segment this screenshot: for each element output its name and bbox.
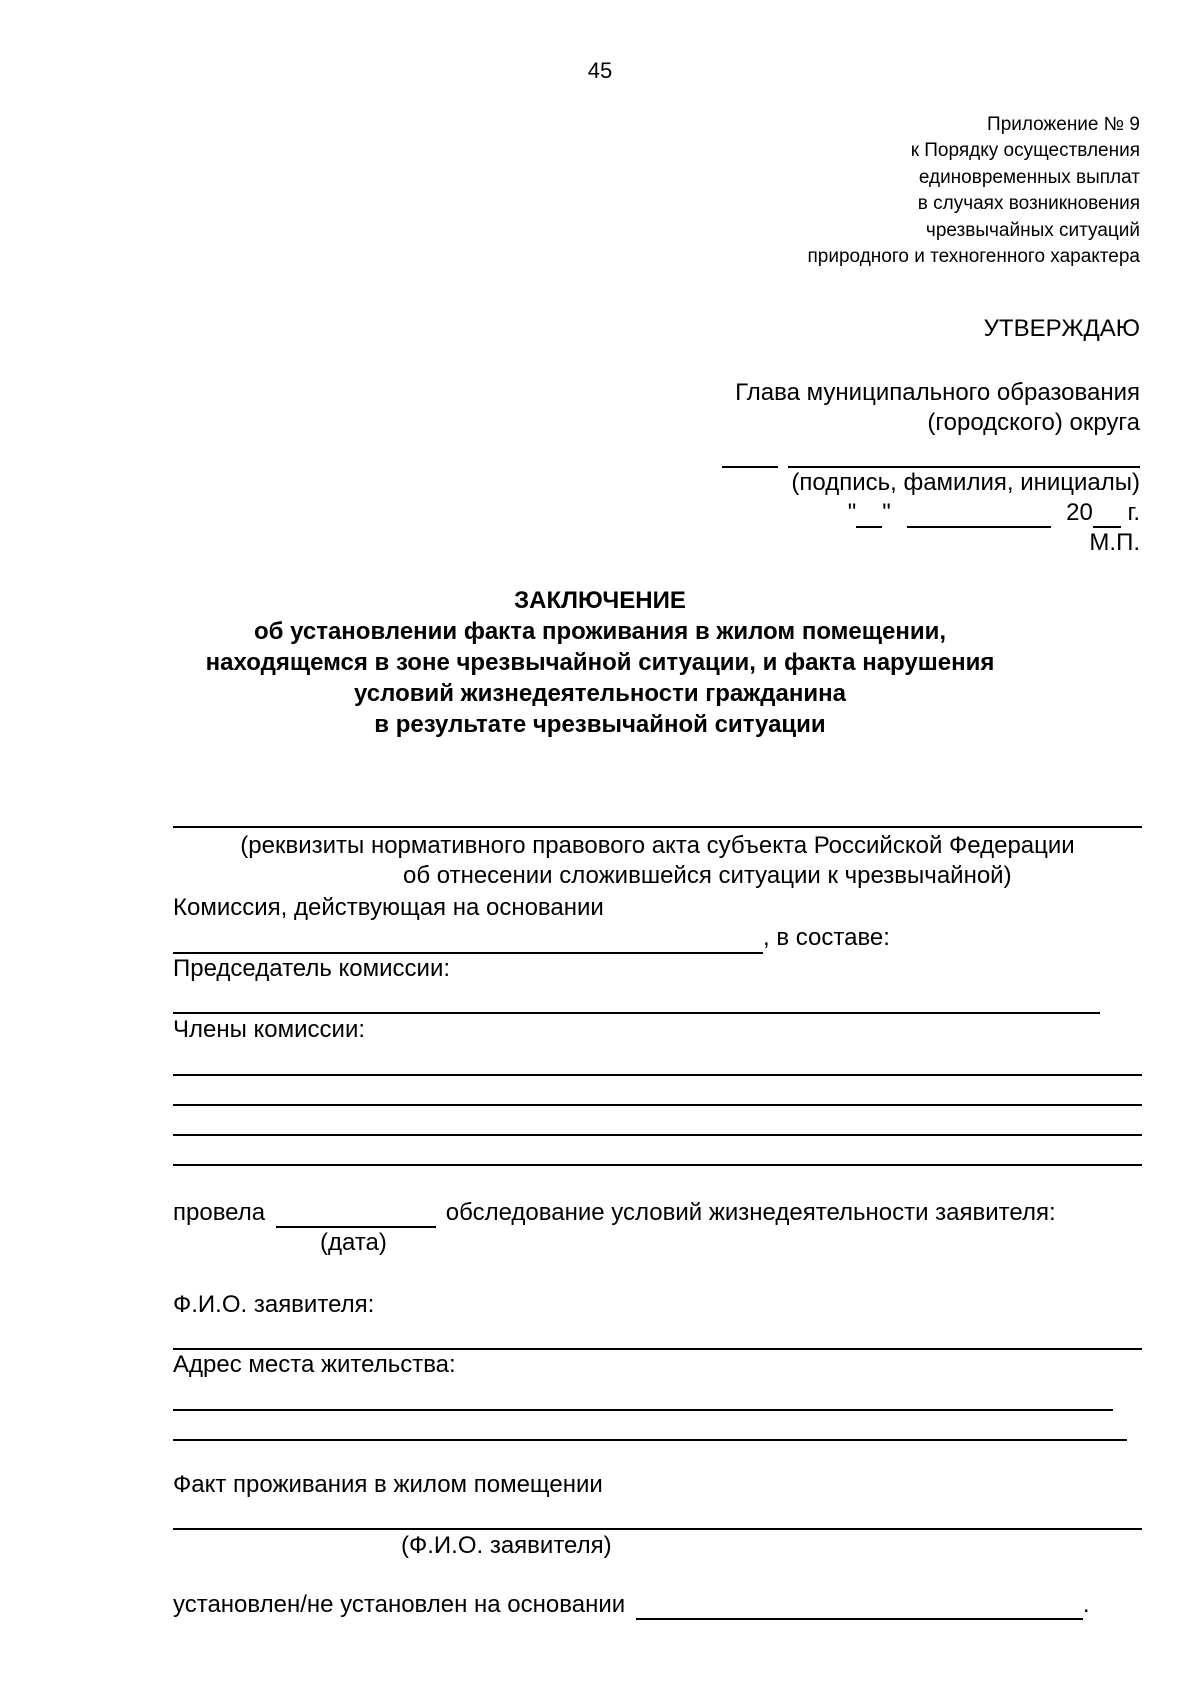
established-basis-blank: [636, 1592, 1083, 1620]
applicant-name-label: Ф.И.О. заявителя:: [173, 1291, 375, 1318]
members-label: Члены комиссии:: [173, 1016, 366, 1043]
approve-word: УТВЕРЖДАЮ: [983, 315, 1140, 342]
signature-lines: [722, 438, 1140, 468]
member-blank: [173, 1134, 1142, 1136]
stamp-mark: М.П.: [1089, 529, 1140, 556]
address-label: Адрес места жительства:: [173, 1351, 456, 1378]
year-blank: [1093, 500, 1121, 528]
approval-date: " " 20 г.: [847, 499, 1140, 526]
approval-block: [722, 314, 1140, 558]
chairman-blank: [173, 1012, 1100, 1014]
appendix-line: Приложение № 9: [987, 114, 1140, 135]
member-blank: [173, 1104, 1142, 1106]
month-blank: [907, 500, 1051, 528]
name-blank: [788, 440, 1140, 468]
composition-label: , в составе:: [763, 924, 890, 951]
signature-blank: [722, 440, 778, 468]
appendix-line: к Порядку осуществления: [910, 140, 1140, 162]
document-title: [180, 585, 1020, 740]
appendix-line: чрезвычайных ситуаций: [925, 219, 1140, 241]
appendix-line: единовременных выплат: [918, 166, 1140, 188]
survey-date-blank: [276, 1200, 436, 1228]
act-caption-1: (реквизиты нормативного правового акта субъекта Российской Федерации: [240, 832, 1075, 859]
title-line: об установлении факта проживания в жилом помещении,: [253, 618, 947, 645]
commission-basis-label: Комиссия, действующая на основании: [173, 894, 604, 921]
established-line: установлен/не установлен на основании .: [173, 1591, 1090, 1618]
address-blank: [173, 1439, 1127, 1441]
address-blank: [173, 1409, 1113, 1411]
day-blank: [856, 500, 882, 528]
conducted-line: провела обследование условий жизнедеятельности заявителя:: [173, 1199, 1056, 1226]
date-caption: (дата): [320, 1229, 387, 1256]
member-blank: [173, 1164, 1142, 1166]
signature-caption: (подпись, фамилия, инициалы): [791, 469, 1140, 496]
act-blank: [173, 826, 1142, 828]
head-title-line-2: (городского) округа: [927, 409, 1140, 436]
appendix-line: природного и техногенного характера: [807, 246, 1140, 268]
page-number: 45: [587, 58, 613, 83]
title-line: в результате чрезвычайной ситуации: [374, 711, 826, 738]
head-title-line-1: Глава муниципального образования: [735, 379, 1140, 406]
title-line: находящемся в зоне чрезвычайной ситуации, и факта нарушения: [205, 649, 995, 676]
residence-applicant-blank: [173, 1528, 1142, 1530]
title-heading: ЗАКЛЮЧЕНИЕ: [514, 587, 686, 614]
chairman-label: Председатель комиссии:: [173, 955, 451, 982]
title-line: условий жизнедеятельности гражданина: [354, 680, 846, 707]
member-blank: [173, 1074, 1142, 1076]
residence-fact-label: Факт проживания в жилом помещении: [173, 1471, 603, 1498]
applicant-caption: (Ф.И.О. заявителя): [401, 1532, 612, 1559]
appendix-line: в случаях возникновения: [917, 193, 1140, 215]
appendix-note: [808, 112, 1140, 270]
act-caption-2: об отнесении сложившейся ситуации к чрезвычайной): [403, 862, 1012, 889]
